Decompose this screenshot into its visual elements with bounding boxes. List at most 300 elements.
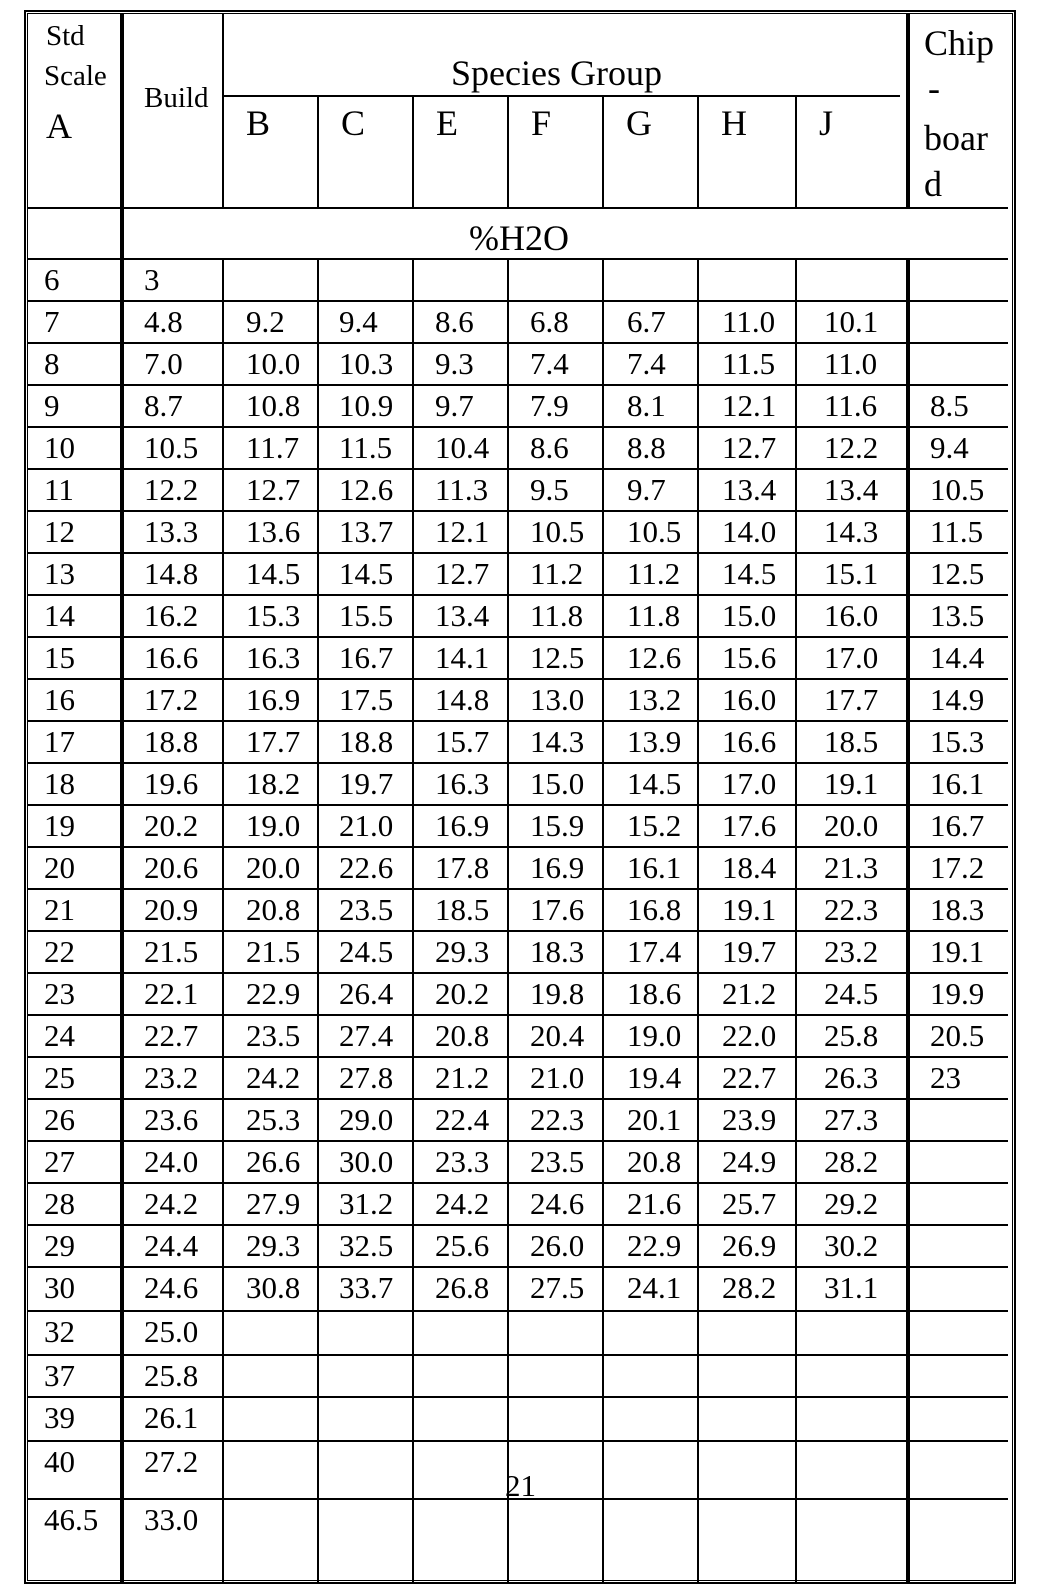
cell-species-e: 14.8: [435, 682, 490, 717]
cell-chipboard: 14.4: [930, 640, 985, 675]
cell-species-f: 17.6: [530, 892, 585, 927]
table-rule-h: [28, 1014, 1008, 1016]
header-chip-line4: d: [924, 164, 942, 204]
cell-chipboard: 10.5: [930, 472, 985, 507]
cell-std-scale: 17: [44, 724, 75, 759]
cell-species-h: 25.7: [722, 1186, 777, 1221]
cell-species-b: 27.9: [246, 1186, 301, 1221]
cell-build: 33.0: [144, 1502, 199, 1537]
cell-std-scale: 32: [44, 1314, 75, 1349]
cell-species-c: 10.3: [339, 346, 394, 381]
table-rule-h: [28, 1310, 1008, 1312]
cell-species-f: 23.5: [530, 1144, 585, 1179]
table-rule-h: [28, 510, 1008, 512]
table-rule-h: [28, 1354, 1008, 1356]
cell-chipboard: 15.3: [930, 724, 985, 759]
cell-build: 16.2: [144, 598, 199, 633]
cell-species-c: 19.7: [339, 766, 394, 801]
cell-std-scale: 10: [44, 430, 75, 465]
cell-species-f: 18.3: [530, 934, 585, 969]
cell-species-g: 18.6: [627, 976, 682, 1011]
cell-species-b: 20.0: [246, 850, 301, 885]
cell-build: 22.7: [144, 1018, 199, 1053]
cell-species-e: 18.5: [435, 892, 490, 927]
cell-species-h: 16.6: [722, 724, 777, 759]
cell-species-e: 16.3: [435, 766, 490, 801]
cell-build: 13.3: [144, 514, 199, 549]
cell-species-e: 14.1: [435, 640, 490, 675]
cell-species-b: 23.5: [246, 1018, 301, 1053]
cell-std-scale: 7: [44, 304, 60, 339]
cell-species-g: 9.7: [627, 472, 666, 507]
table-rule-h: [28, 1498, 1008, 1500]
cell-build: 20.6: [144, 850, 199, 885]
cell-species-f: 7.4: [530, 346, 569, 381]
cell-species-j: 16.0: [824, 598, 879, 633]
cell-species-c: 18.8: [339, 724, 394, 759]
cell-species-h: 11.0: [722, 304, 776, 339]
cell-species-c: 27.8: [339, 1060, 394, 1095]
cell-species-h: 15.6: [722, 640, 777, 675]
cell-species-c: 11.5: [339, 430, 393, 465]
cell-species-c: 9.4: [339, 304, 378, 339]
cell-species-g: 21.6: [627, 1186, 682, 1221]
cell-std-scale: 14: [44, 598, 75, 633]
header-species-c: C: [341, 103, 366, 143]
cell-species-e: 21.2: [435, 1060, 490, 1095]
cell-species-b: 17.7: [246, 724, 301, 759]
cell-species-f: 12.5: [530, 640, 585, 675]
cell-species-g: 20.8: [627, 1144, 682, 1179]
cell-std-scale: 25: [44, 1060, 75, 1095]
cell-species-g: 7.4: [627, 346, 666, 381]
cell-species-c: 33.7: [339, 1270, 394, 1305]
cell-species-b: 10.8: [246, 388, 301, 423]
table-rule-v: [602, 95, 604, 207]
table-rule-h: [28, 1182, 1008, 1184]
table-rule-h: [28, 678, 1008, 680]
cell-species-e: 13.4: [435, 598, 490, 633]
cell-species-j: 21.3: [824, 850, 879, 885]
header-std-line3: A: [46, 106, 72, 146]
cell-species-f: 24.6: [530, 1186, 585, 1221]
cell-species-b: 20.8: [246, 892, 301, 927]
cell-species-f: 15.9: [530, 808, 585, 843]
cell-species-g: 20.1: [627, 1102, 682, 1137]
cell-species-b: 9.2: [246, 304, 285, 339]
cell-species-h: 18.4: [722, 850, 777, 885]
cell-species-j: 20.0: [824, 808, 879, 843]
cell-std-scale: 22: [44, 934, 75, 969]
header-chip-line3: boar: [924, 118, 988, 158]
cell-species-j: 26.3: [824, 1060, 879, 1095]
cell-chipboard: 8.5: [930, 388, 969, 423]
table-rule-h: [28, 258, 1008, 260]
cell-species-j: 17.0: [824, 640, 879, 675]
cell-chipboard: 18.3: [930, 892, 985, 927]
cell-species-e: 26.8: [435, 1270, 490, 1305]
cell-species-e: 8.6: [435, 304, 474, 339]
table-rule-h: [28, 384, 1008, 386]
cell-build: 12.2: [144, 472, 199, 507]
cell-species-e: 16.9: [435, 808, 490, 843]
cell-species-e: 12.7: [435, 556, 490, 591]
cell-build: 25.8: [144, 1358, 199, 1393]
cell-std-scale: 28: [44, 1186, 75, 1221]
table-rule-h: [28, 1056, 1008, 1058]
table-rule-h: [28, 930, 1008, 932]
cell-species-f: 6.8: [530, 304, 569, 339]
cell-species-c: 10.9: [339, 388, 394, 423]
cell-build: 20.2: [144, 808, 199, 843]
table-rule-h: [28, 552, 1008, 554]
table-rule-h: [28, 720, 1008, 722]
cell-species-j: 11.6: [824, 388, 878, 423]
cell-species-g: 12.6: [627, 640, 682, 675]
cell-species-h: 28.2: [722, 1270, 777, 1305]
cell-species-e: 12.1: [435, 514, 490, 549]
cell-species-b: 18.2: [246, 766, 301, 801]
cell-species-e: 20.8: [435, 1018, 490, 1053]
cell-std-scale: 24: [44, 1018, 75, 1053]
cell-species-e: 17.8: [435, 850, 490, 885]
cell-chipboard: 16.7: [930, 808, 985, 843]
header-species-g: G: [626, 103, 652, 143]
header-chip-line1: Chip: [924, 23, 995, 63]
table-rule-h: [28, 762, 1008, 764]
table-rule-h: [28, 846, 1008, 848]
cell-std-scale: 9: [44, 388, 60, 423]
cell-std-scale: 8: [44, 346, 60, 381]
cell-build: 14.8: [144, 556, 199, 591]
cell-species-f: 10.5: [530, 514, 585, 549]
cell-build: 16.6: [144, 640, 199, 675]
cell-species-j: 23.2: [824, 934, 879, 969]
cell-species-g: 19.4: [627, 1060, 682, 1095]
cell-species-h: 26.9: [722, 1228, 777, 1263]
cell-species-f: 9.5: [530, 472, 569, 507]
cell-std-scale: 37: [44, 1358, 75, 1393]
cell-species-h: 11.5: [722, 346, 776, 381]
cell-build: 18.8: [144, 724, 199, 759]
table-rule-v: [507, 258, 509, 1582]
cell-species-h: 22.0: [722, 1018, 777, 1053]
cell-species-c: 12.6: [339, 472, 394, 507]
cell-species-c: 13.7: [339, 514, 394, 549]
cell-std-scale: 11: [44, 472, 74, 507]
cell-species-g: 8.8: [627, 430, 666, 465]
cell-species-h: 19.7: [722, 934, 777, 969]
cell-std-scale: 40: [44, 1444, 75, 1479]
cell-chipboard: 20.5: [930, 1018, 985, 1053]
cell-std-scale: 18: [44, 766, 75, 801]
cell-species-e: 9.3: [435, 346, 474, 381]
table-rule-h: [28, 888, 1008, 890]
cell-build: 21.5: [144, 934, 199, 969]
cell-species-b: 16.3: [246, 640, 301, 675]
cell-species-b: 26.6: [246, 1144, 301, 1179]
cell-species-h: 16.0: [722, 682, 777, 717]
cell-species-g: 11.8: [627, 598, 681, 633]
cell-species-f: 16.9: [530, 850, 585, 885]
table-rule-h: [28, 804, 1008, 806]
table-rule-h: [28, 636, 1008, 638]
cell-std-scale: 15: [44, 640, 75, 675]
table-rule-v: [602, 258, 604, 1582]
cell-species-e: 9.7: [435, 388, 474, 423]
cell-species-j: 25.8: [824, 1018, 879, 1053]
cell-build: 20.9: [144, 892, 199, 927]
cell-build: 24.4: [144, 1228, 199, 1263]
table-rule-h: [28, 1140, 1008, 1142]
table-rule-v: [317, 95, 319, 207]
table-rule-v: [222, 13, 224, 207]
table-rule-h: [28, 1224, 1008, 1226]
cell-species-g: 24.1: [627, 1270, 682, 1305]
cell-std-scale: 21: [44, 892, 75, 927]
table-rule-h: [222, 95, 900, 97]
cell-species-g: 16.1: [627, 850, 682, 885]
table-rule-h: [28, 342, 1008, 344]
cell-species-g: 8.1: [627, 388, 666, 423]
cell-build: 17.2: [144, 682, 199, 717]
cell-species-b: 13.6: [246, 514, 301, 549]
cell-build: 22.1: [144, 976, 199, 1011]
table-rule-v: [697, 258, 699, 1582]
cell-species-c: 32.5: [339, 1228, 394, 1263]
cell-species-j: 18.5: [824, 724, 879, 759]
table-rule-h: [28, 468, 1008, 470]
cell-species-c: 22.6: [339, 850, 394, 885]
cell-species-f: 20.4: [530, 1018, 585, 1053]
cell-build: 10.5: [144, 430, 199, 465]
cell-species-c: 16.7: [339, 640, 394, 675]
cell-species-g: 6.7: [627, 304, 666, 339]
cell-species-c: 23.5: [339, 892, 394, 927]
table-rule-h: [28, 594, 1008, 596]
table-rule-v: [317, 258, 319, 1582]
cell-std-scale: 39: [44, 1400, 75, 1435]
cell-species-f: 8.6: [530, 430, 569, 465]
cell-species-h: 12.1: [722, 388, 777, 423]
cell-std-scale: 16: [44, 682, 75, 717]
cell-species-f: 27.5: [530, 1270, 585, 1305]
cell-species-f: 14.3: [530, 724, 585, 759]
cell-species-b: 19.0: [246, 808, 301, 843]
cell-species-h: 21.2: [722, 976, 777, 1011]
cell-build: 26.1: [144, 1400, 199, 1435]
cell-species-j: 31.1: [824, 1270, 879, 1305]
cell-chipboard: 13.5: [930, 598, 985, 633]
table-rule-h: [28, 1396, 1008, 1398]
cell-species-j: 27.3: [824, 1102, 879, 1137]
header-species-e: E: [436, 103, 458, 143]
cell-species-c: 26.4: [339, 976, 394, 1011]
table-rule-v: [906, 13, 910, 207]
table-rule-h: [28, 1098, 1008, 1100]
page-number: 21: [505, 1468, 536, 1503]
cell-species-j: 22.3: [824, 892, 879, 927]
cell-build: 4.8: [144, 304, 183, 339]
cell-std-scale: 19: [44, 808, 75, 843]
cell-species-h: 19.1: [722, 892, 777, 927]
cell-species-g: 15.2: [627, 808, 682, 843]
cell-species-h: 14.5: [722, 556, 777, 591]
cell-species-h: 15.0: [722, 598, 777, 633]
cell-chipboard: 11.5: [930, 514, 984, 549]
cell-build: 23.6: [144, 1102, 199, 1137]
cell-species-c: 27.4: [339, 1018, 394, 1053]
cell-std-scale: 6: [44, 262, 60, 297]
table-rule-h: [28, 972, 1008, 974]
cell-species-e: 29.3: [435, 934, 490, 969]
cell-species-f: 22.3: [530, 1102, 585, 1137]
cell-species-f: 21.0: [530, 1060, 585, 1095]
cell-species-g: 17.4: [627, 934, 682, 969]
cell-species-j: 14.3: [824, 514, 879, 549]
cell-std-scale: 23: [44, 976, 75, 1011]
cell-species-c: 15.5: [339, 598, 394, 633]
cell-species-b: 25.3: [246, 1102, 301, 1137]
cell-species-b: 15.3: [246, 598, 301, 633]
cell-species-b: 29.3: [246, 1228, 301, 1263]
table-rule-v: [697, 95, 699, 207]
cell-build: 19.6: [144, 766, 199, 801]
table-rule-v: [795, 95, 797, 207]
cell-std-scale: 26: [44, 1102, 75, 1137]
unit-row-label: %H2O: [469, 218, 569, 258]
cell-chipboard: 16.1: [930, 766, 985, 801]
header-std-line1: Std: [46, 20, 85, 52]
table-rule-h: [28, 207, 1008, 209]
cell-species-g: 13.9: [627, 724, 682, 759]
cell-species-j: 10.1: [824, 304, 879, 339]
cell-chipboard: 23: [930, 1060, 961, 1095]
cell-species-g: 13.2: [627, 682, 682, 717]
cell-species-j: 12.2: [824, 430, 879, 465]
cell-std-scale: 13: [44, 556, 75, 591]
cell-species-h: 17.6: [722, 808, 777, 843]
header-species-f: F: [531, 103, 552, 143]
cell-std-scale: 46.5: [44, 1502, 99, 1537]
cell-species-c: 30.0: [339, 1144, 394, 1179]
cell-species-c: 21.0: [339, 808, 394, 843]
table-rule-h: [28, 1440, 1008, 1442]
cell-chipboard: 19.1: [930, 934, 985, 969]
cell-build: 27.2: [144, 1444, 199, 1479]
table-rule-v: [507, 95, 509, 207]
cell-species-f: 15.0: [530, 766, 585, 801]
table-rule-v: [412, 258, 414, 1582]
cell-species-h: 14.0: [722, 514, 777, 549]
cell-species-c: 17.5: [339, 682, 394, 717]
cell-species-j: 11.0: [824, 346, 878, 381]
cell-build: 24.6: [144, 1270, 199, 1305]
cell-species-c: 31.2: [339, 1186, 394, 1221]
cell-species-f: 26.0: [530, 1228, 585, 1263]
cell-species-c: 14.5: [339, 556, 394, 591]
header-species-b: B: [246, 103, 271, 143]
cell-species-j: 24.5: [824, 976, 879, 1011]
cell-species-j: 28.2: [824, 1144, 879, 1179]
cell-species-g: 10.5: [627, 514, 682, 549]
cell-species-b: 12.7: [246, 472, 301, 507]
cell-species-b: 21.5: [246, 934, 301, 969]
cell-build: 3: [144, 262, 160, 297]
cell-species-e: 11.3: [435, 472, 489, 507]
cell-species-g: 22.9: [627, 1228, 682, 1263]
cell-species-j: 13.4: [824, 472, 879, 507]
cell-build: 7.0: [144, 346, 183, 381]
cell-species-h: 22.7: [722, 1060, 777, 1095]
cell-species-b: 10.0: [246, 346, 301, 381]
cell-species-f: 11.8: [530, 598, 584, 633]
cell-species-h: 12.7: [722, 430, 777, 465]
header-chip-line2: -: [928, 68, 940, 108]
table-rule-h: [28, 300, 1008, 302]
cell-std-scale: 27: [44, 1144, 75, 1179]
cell-species-h: 23.9: [722, 1102, 777, 1137]
cell-species-f: 19.8: [530, 976, 585, 1011]
cell-species-b: 16.9: [246, 682, 301, 717]
cell-species-f: 11.2: [530, 556, 584, 591]
header-build: Build: [144, 82, 209, 114]
cell-chipboard: 14.9: [930, 682, 985, 717]
cell-species-e: 15.7: [435, 724, 490, 759]
cell-species-g: 14.5: [627, 766, 682, 801]
cell-species-e: 10.4: [435, 430, 490, 465]
cell-species-b: 11.7: [246, 430, 300, 465]
table-rule-v: [795, 258, 797, 1582]
cell-species-g: 11.2: [627, 556, 681, 591]
cell-species-e: 25.6: [435, 1228, 490, 1263]
header-std-line2: Scale: [44, 60, 107, 92]
table-rule-v: [222, 258, 224, 1582]
cell-std-scale: 12: [44, 514, 75, 549]
cell-species-j: 15.1: [824, 556, 879, 591]
cell-species-b: 24.2: [246, 1060, 301, 1095]
cell-chipboard: 19.9: [930, 976, 985, 1011]
header-species-h: H: [721, 103, 747, 143]
cell-species-j: 17.7: [824, 682, 879, 717]
cell-std-scale: 30: [44, 1270, 75, 1305]
cell-species-j: 30.2: [824, 1228, 879, 1263]
cell-species-g: 19.0: [627, 1018, 682, 1053]
cell-species-h: 24.9: [722, 1144, 777, 1179]
cell-species-e: 22.4: [435, 1102, 490, 1137]
cell-chipboard: 17.2: [930, 850, 985, 885]
cell-species-f: 7.9: [530, 388, 569, 423]
cell-species-h: 13.4: [722, 472, 777, 507]
cell-species-e: 24.2: [435, 1186, 490, 1221]
cell-species-j: 29.2: [824, 1186, 879, 1221]
cell-build: 24.0: [144, 1144, 199, 1179]
table-rule-v: [906, 258, 910, 1582]
header-species-group: Species Group: [451, 53, 662, 93]
cell-species-b: 14.5: [246, 556, 301, 591]
table-rule-v: [412, 95, 414, 207]
cell-species-c: 29.0: [339, 1102, 394, 1137]
table-rule-v: [120, 13, 124, 1582]
table-rule-h: [28, 1266, 1008, 1268]
cell-build: 23.2: [144, 1060, 199, 1095]
cell-species-c: 24.5: [339, 934, 394, 969]
cell-species-j: 19.1: [824, 766, 879, 801]
cell-chipboard: 9.4: [930, 430, 969, 465]
cell-species-e: 23.3: [435, 1144, 490, 1179]
cell-species-e: 20.2: [435, 976, 490, 1011]
cell-build: 25.0: [144, 1314, 199, 1349]
